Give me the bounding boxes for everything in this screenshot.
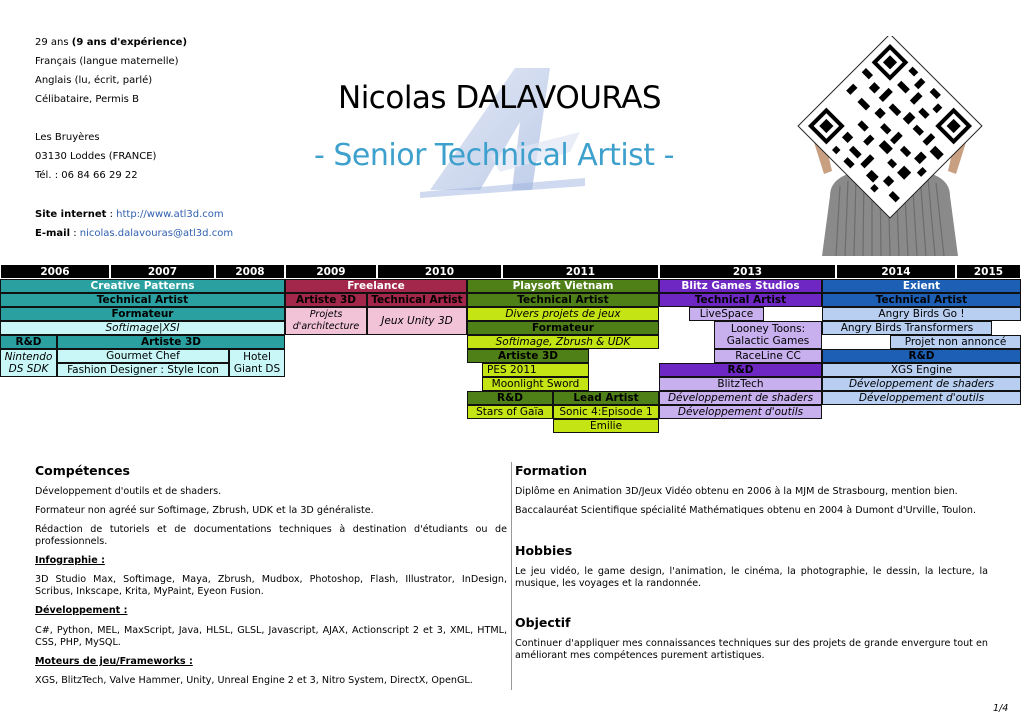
angry-birds-transformers: Angry Birds Transformers	[822, 321, 992, 335]
moonlight-sword: Moonlight Sword	[482, 377, 589, 391]
creative-tools: Softimage|XSI	[0, 321, 285, 335]
blitz-tools: Développement d'outils	[659, 405, 822, 419]
infographie-label	[35, 555, 105, 567]
dev-list: C#, Python, MEL, MaxScript, Java, HLSL, GLSL, Javascript, AJAX, Actionscript 2 et 3, XML, HTML, CSS, PHP, MySQL.	[35, 625, 507, 648]
website-sep: :	[106, 209, 117, 220]
year-2011: 2011	[502, 264, 659, 279]
exient-role: Technical Artist	[822, 293, 1021, 307]
dev-label-text: Développement :	[35, 605, 128, 616]
objectif-title: Objectif	[515, 615, 571, 630]
emilie: Emilie	[553, 419, 659, 433]
playsoft-rd: R&D	[467, 391, 553, 405]
infographie-label-text: Infographie :	[35, 555, 105, 566]
phone: Tél. : 06 84 66 29 22	[35, 170, 138, 181]
year-2013: 2013	[659, 264, 836, 279]
livespace: LiveSpace	[689, 307, 764, 321]
competences-p3: Rédaction de tutoriels et de documentations techniques à destination d'étudiants ou de professionnels.	[35, 524, 507, 547]
playsoft-tools: Softimage, Zbrush & UDK	[467, 335, 659, 349]
unity-games: Jeux Unity 3D	[367, 307, 467, 335]
exient-company: Exient	[822, 279, 1021, 293]
stars-of-gaia: Stars of Gaïa	[467, 405, 553, 419]
blitz-company: Blitz Games Studios	[659, 279, 822, 293]
year-2008: 2008	[215, 264, 285, 279]
engines-label-text: Moteurs de jeu/Frameworks :	[35, 656, 193, 667]
exient-tools: Développement d'outils	[822, 391, 1021, 405]
dev-label	[35, 605, 127, 617]
playsoft-artist: Artiste 3D	[467, 349, 589, 363]
freelance-artist: Artiste 3D	[285, 293, 367, 307]
competences-title: Compétences	[35, 463, 130, 478]
year-2010: 2010	[377, 264, 502, 279]
year-2009: 2009	[285, 264, 377, 279]
email-label: E-mail	[35, 228, 71, 239]
creative-role: Technical Artist	[0, 293, 285, 307]
unannounced-project: Projet non annoncé	[890, 335, 1021, 349]
year-2014: 2014	[836, 264, 956, 279]
hobbies-text: Le jeu vidéo, le game design, l'animation, le cinéma, la photographie, le dessin, la lecture, la musique, les voyages et la randonnée.	[515, 566, 988, 589]
infographie-list: 3D Studio Max, Softimage, Maya, Zbrush, Mudbox, Photoshop, Flash, Illustrator, InDesign, Scribus, Inkscape, Krita, MyPaint, Eyeon Fusion.	[35, 574, 507, 597]
address-line-2: 03130 Loddes (FRANCE)	[35, 151, 157, 162]
candidate-role: - Senior Technical Artist -	[314, 138, 674, 173]
address-line-1: Les Bruyères	[35, 132, 100, 143]
email-link[interactable]: nicolas.dalavouras@atl3d.com	[79, 228, 234, 239]
playsoft-various-projects: Divers projets de jeux	[467, 307, 659, 321]
architecture-projects: Projets d'architecture	[285, 307, 367, 335]
creative-patterns-company: Creative Patterns	[0, 279, 285, 293]
blitz-shaders: Développement de shaders	[659, 391, 822, 405]
hobbies-title: Hobbies	[515, 543, 573, 558]
blitztech: BlitzTech	[659, 377, 822, 391]
age-line	[35, 37, 187, 49]
exient-rd: R&D	[822, 349, 1021, 363]
language-english: Anglais (lu, écrit, parlé)	[35, 75, 153, 86]
website-link[interactable]: http://www.atl3d.com	[116, 209, 224, 220]
engines-list: XGS, BlitzTech, Valve Hammer, Unity, Unreal Engine 2 et 3, Nitro System, DirectX, OpenGL.	[35, 675, 473, 686]
playsoft-lead-artist: Lead Artist	[553, 391, 659, 405]
competences-p2: Formateur non agréé sur Softimage, Zbrush, UDK et la 3D généraliste.	[35, 505, 374, 516]
exient-shaders: Développement de shaders	[822, 377, 1021, 391]
nintendo-ds-sdk: Nintendo DS SDK	[0, 349, 57, 377]
language-french: Français (langue maternelle)	[35, 56, 179, 67]
year-2015: 2015	[956, 264, 1021, 279]
blitz-role: Technical Artist	[659, 293, 822, 307]
engines-label	[35, 656, 193, 668]
year-2006: 2006	[0, 264, 110, 279]
creative-rd: R&D	[0, 335, 57, 349]
experience: (9 ans d'expérience)	[71, 37, 188, 48]
gourmet-chef: Gourmet Chef	[57, 349, 229, 363]
creative-artist: Artiste 3D	[57, 335, 285, 349]
column-separator	[511, 462, 512, 690]
qr-code-portrait	[790, 36, 990, 256]
creative-formateur: Formateur	[0, 307, 285, 321]
playsoft-role: Technical Artist	[467, 293, 659, 307]
hotel-giant-ds: Hotel Giant DS	[229, 349, 285, 377]
year-2007: 2007	[110, 264, 215, 279]
page-number: 1/4	[993, 703, 1009, 714]
formation-p1: Diplôme en Animation 3D/Jeux Vidéo obtenu en 2006 à la MJM de Strasbourg, mention bien.	[515, 486, 958, 497]
blitz-rd: R&D	[659, 363, 822, 377]
freelance-technical-artist: Technical Artist	[367, 293, 467, 307]
sonic-4: Sonic 4:Episode 1	[553, 405, 659, 419]
email-sep: :	[70, 228, 80, 239]
playsoft-formateur: Formateur	[467, 321, 659, 335]
website-label: Site internet	[35, 209, 107, 220]
formation-title: Formation	[515, 463, 587, 478]
competences-p1: Développement d'outils et de shaders.	[35, 486, 222, 497]
email-line	[35, 228, 233, 240]
formation-p2: Baccalauréat Scientifique spécialité Mathématiques obtenu en 2004 à Dumont d'Urville, Toulon.	[515, 505, 977, 516]
angry-birds-go: Angry Birds Go !	[822, 307, 1021, 321]
fashion-designer: Fashion Designer : Style Icon	[57, 363, 229, 377]
raceline-cc: RaceLine CC	[714, 349, 822, 363]
xgs-engine: XGS Engine	[822, 363, 1021, 377]
marital-status: Célibataire, Permis B	[35, 94, 139, 105]
pes-2011: PES 2011	[482, 363, 589, 377]
playsoft-company: Playsoft Vietnam	[467, 279, 659, 293]
website-line	[35, 209, 224, 221]
looney-toons: Looney Toons: Galactic Games	[714, 321, 822, 349]
candidate-name: Nicolas DALAVOURAS	[338, 80, 662, 116]
freelance-company: Freelance	[285, 279, 467, 293]
objectif-text: Continuer d'appliquer mes connaissances techniques sur des projets de grande envergure tout en améliorant mes compétences purement artistiques.	[515, 638, 988, 661]
age: 29 ans	[35, 37, 72, 48]
